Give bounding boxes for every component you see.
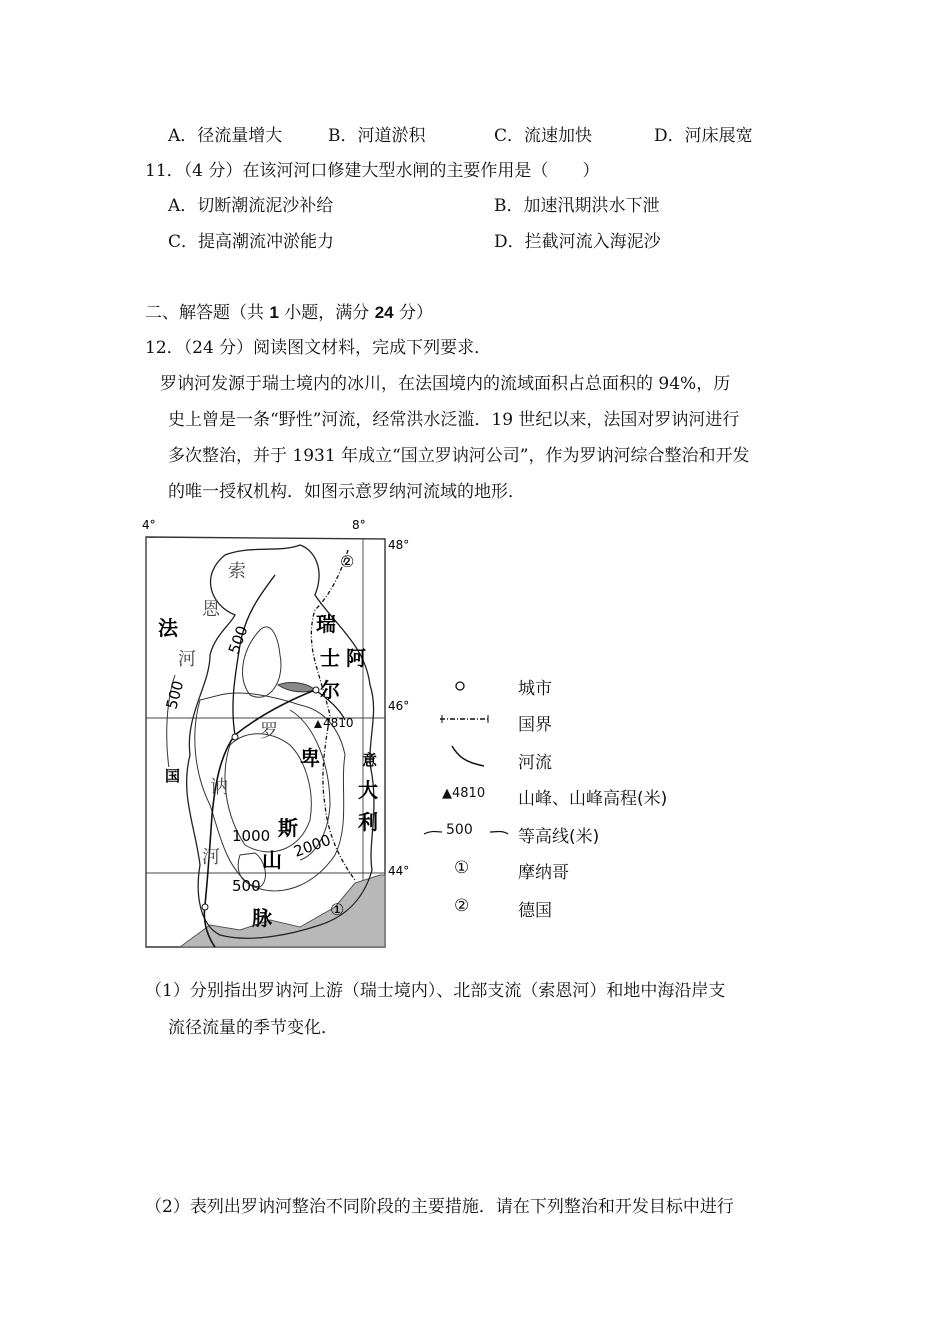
label-guo: 国 [165,767,181,785]
section-heading [145,301,433,325]
label-he1: 河 [178,649,196,670]
q11-option-a: A．切断潮流泥沙补给 [168,196,334,216]
peak-elevation-label: 4810 [323,716,354,730]
label-he2: 河 [202,847,220,868]
legend-peak-symbol: ▲4810 [442,786,486,801]
legend-peak: 山峰、山峰高程(米) [518,789,668,809]
section-heading-suffix: 分） [393,303,434,323]
label-suo: 索 [228,561,246,582]
lake-geneva [278,683,315,692]
legend-n2-symbol: ② [454,896,470,916]
label-bei: 卑 [300,746,320,770]
section-score: 24 [374,303,394,322]
contour-label-500: 500 [224,623,252,657]
city-icon [313,687,319,693]
legend-border: 国界 [518,715,552,735]
label-si: 斯 [278,816,298,840]
lon-label-4: 4° [142,518,156,532]
border-legend-icon [440,712,490,726]
river-legend-icon [448,744,488,770]
contour-label-500: 500 [162,678,188,712]
label-shi: 士 [320,646,340,670]
mediterranean-sea [180,875,385,947]
label-na: 讷 [210,777,228,798]
mont-blanc-peak-icon [314,720,322,728]
q10-option-a: A．径流量增大 [168,126,283,146]
legend-monaco: 摩纳哥 [518,863,569,883]
q12-paragraph-line: 罗讷河发源于瑞士境内的冰川，在法国境内的流域面积占总面积的 94%，历 [160,374,731,394]
section-heading-middle: 小题，满分 [278,303,375,323]
label-li: 利 [358,810,378,834]
q12-sub1-line: 流径流量的季节变化． [168,1018,338,1038]
city-icon [232,734,238,740]
contour-label-2000: 2000 [291,830,334,861]
q12-paragraph-line: 多次整治，并于 1931 年成立“国立罗讷河公司”，作为罗讷河综合整治和开发 [168,446,750,466]
label-en: 恩 [202,599,220,620]
label-a: 阿 [346,646,366,670]
lat-label-46: 46° [388,699,410,713]
q11-stem: 11．（4 分）在该河河口修建大型水闸的主要作用是（ ） [145,161,600,181]
q12-paragraph-line: 史上曾是一条“野性”河流，经常洪水泛滥．19 世纪以来，法国对罗讷河进行 [168,410,740,430]
lat-label-48: 48° [388,538,410,552]
q11-option-b: B．加速汛期洪水下泄 [494,196,660,216]
contour-label-1000: 1000 [232,827,271,845]
q12-paragraph-line: 的唯一授权机构．如图示意罗纳河流域的地形． [168,482,525,502]
marker-germany: ② [340,552,355,571]
label-fa: 法 [158,616,178,640]
section-heading-prefix: 二、解答题（共 [145,303,270,323]
marker-monaco: ① [330,900,345,919]
label-er: 尔 [320,678,340,702]
legend-city: 城市 [518,679,552,699]
q10-option-b: B．河道淤积 [328,126,426,146]
q11-option-c: C．提高潮流冲淤能力 [168,232,335,252]
contour-label-500: 500 [232,877,261,895]
q11-option-d: D．拦截河流入海泥沙 [494,232,661,252]
city-legend-icon [450,676,470,696]
q10-option-d: D．河床展宽 [654,126,753,146]
label-da: 大 [358,778,378,802]
label-luo: 罗 [260,721,278,742]
lat-label-44: 44° [388,864,410,878]
city-icon [202,904,208,910]
map-frame [146,537,385,947]
q12-stem: 12．（24 分）阅读图文材料，完成下列要求． [145,338,492,358]
label-mai: 脉 [252,906,272,930]
label-rui: 瑞 [316,612,336,636]
section-count: 1 [269,303,279,322]
map-legend [420,670,720,920]
label-shan: 山 [262,848,282,872]
q12-sub2-line: （2）表列出罗讷河整治不同阶段的主要措施．请在下列整治和开发目标中进行 [145,1197,734,1217]
legend-contour: 等高线(米) [518,827,600,847]
legend-river: 河流 [518,753,552,773]
lon-label-8: 8° [352,518,366,532]
rhone-basin-map [140,515,410,955]
legend-contour-value: 500 [446,822,473,838]
q10-option-c: C．流速加快 [494,126,593,146]
legend-peak-value: 4810 [452,786,486,801]
legend-n1-symbol: ① [454,858,470,878]
label-yi: 意 [362,751,378,769]
q12-sub1-line: （1）分别指出罗讷河上游（瑞士境内）、北部支流（索恩河）和地中海沿岸支 [145,981,726,1001]
legend-germany: 德国 [518,901,552,921]
